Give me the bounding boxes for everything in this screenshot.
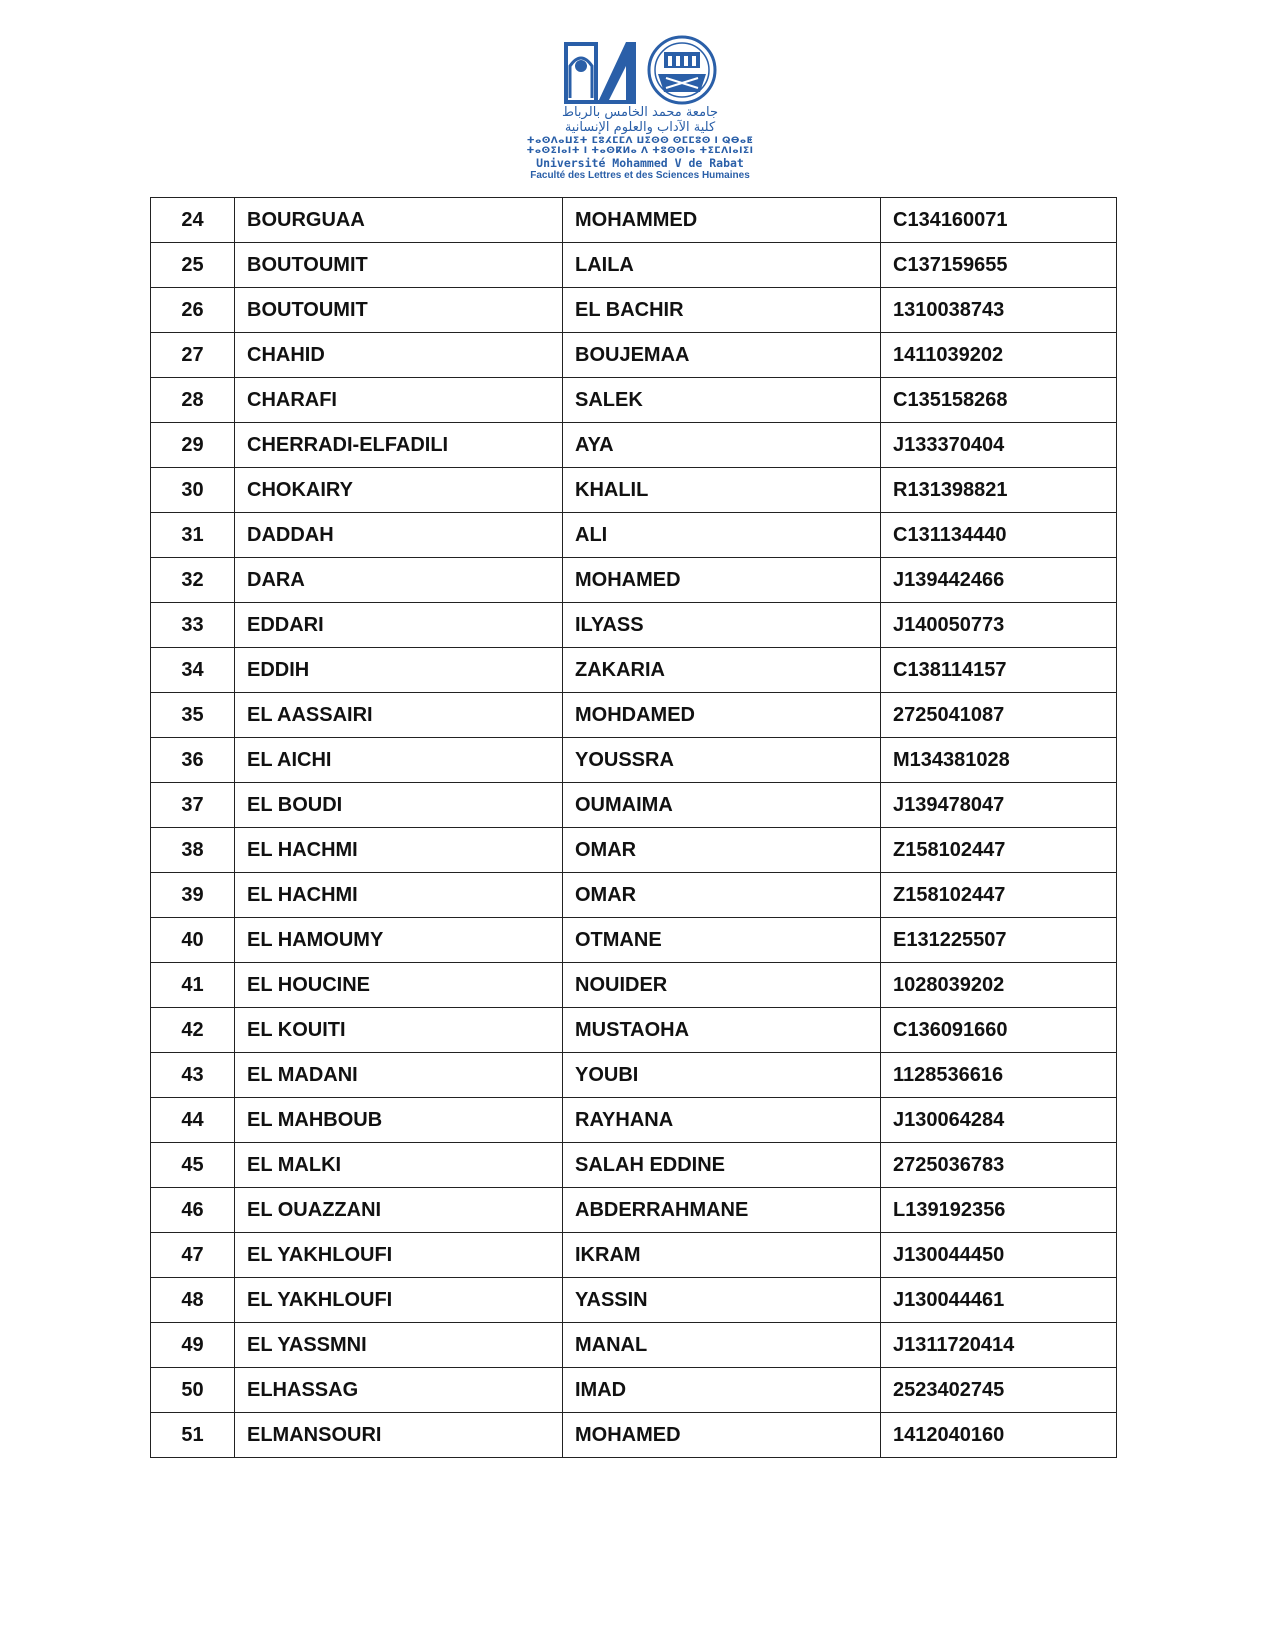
last-name-cell: EL KOUITI bbox=[235, 1008, 563, 1053]
row-number-cell: 37 bbox=[151, 783, 235, 828]
last-name-cell: EL YASSMNI bbox=[235, 1323, 563, 1368]
table-row bbox=[151, 1368, 1117, 1413]
id-number-cell: J139478047 bbox=[881, 783, 1117, 828]
last-name-cell: EL HAMOUMY bbox=[235, 918, 563, 963]
table-row bbox=[151, 603, 1117, 648]
last-name-cell: CHERRADI-ELFADILI bbox=[235, 423, 563, 468]
id-number-cell: J140050773 bbox=[881, 603, 1117, 648]
first-name-cell: YASSIN bbox=[563, 1278, 881, 1323]
first-name-cell: AYA bbox=[563, 423, 881, 468]
table-row bbox=[151, 963, 1117, 1008]
first-name-cell: OMAR bbox=[563, 828, 881, 873]
first-name-cell: MOHAMED bbox=[563, 558, 881, 603]
id-number-cell: 1310038743 bbox=[881, 288, 1117, 333]
table-row bbox=[151, 738, 1117, 783]
table-row bbox=[151, 918, 1117, 963]
logo-tifinagh-line2: ⵜⴰⵙⵉⵏⴰⵏⵜ ⵏ ⵜⴰⵙⴽⵍⴰ ⴷ ⵜⵓⵙⵙⵏⴰ ⵜⵉⵎⴷⵏⴰⵏⵉⵏ bbox=[526, 146, 754, 157]
student-table bbox=[150, 197, 1117, 1458]
row-number-cell: 26 bbox=[151, 288, 235, 333]
last-name-cell: EL OUAZZANI bbox=[235, 1188, 563, 1233]
row-number-cell: 40 bbox=[151, 918, 235, 963]
row-number-cell: 48 bbox=[151, 1278, 235, 1323]
id-number-cell: 1028039202 bbox=[881, 963, 1117, 1008]
last-name-cell: EDDIH bbox=[235, 648, 563, 693]
last-name-cell: CHOKAIRY bbox=[235, 468, 563, 513]
table-row bbox=[151, 1008, 1117, 1053]
table-row bbox=[151, 333, 1117, 378]
id-number-cell: 2523402745 bbox=[881, 1368, 1117, 1413]
row-number-cell: 28 bbox=[151, 378, 235, 423]
student-table-body bbox=[151, 198, 1117, 1458]
row-number-cell: 24 bbox=[151, 198, 235, 243]
id-number-cell: C136091660 bbox=[881, 1008, 1117, 1053]
table-row bbox=[151, 1233, 1117, 1278]
row-number-cell: 35 bbox=[151, 693, 235, 738]
table-row bbox=[151, 513, 1117, 558]
id-number-cell: C137159655 bbox=[881, 243, 1117, 288]
first-name-cell: ABDERRAHMANE bbox=[563, 1188, 881, 1233]
first-name-cell: LAILA bbox=[563, 243, 881, 288]
logo-emblems bbox=[520, 14, 760, 106]
row-number-cell: 25 bbox=[151, 243, 235, 288]
last-name-cell: ELMANSOURI bbox=[235, 1413, 563, 1458]
last-name-cell: EL HACHMI bbox=[235, 873, 563, 918]
logo-tifinagh-line1: ⵜⴰⵙⴷⴰⵡⵉⵜ ⵎⵓⵃⵎⵎⴷ ⵡⵉⵙⵙ ⵙⵎⵎⵓⵙ ⵏ ⵕⴱⴰⵟ bbox=[526, 135, 754, 146]
last-name-cell: DARA bbox=[235, 558, 563, 603]
row-number-cell: 43 bbox=[151, 1053, 235, 1098]
row-number-cell: 50 bbox=[151, 1368, 235, 1413]
table-row bbox=[151, 423, 1117, 468]
table-row bbox=[151, 468, 1117, 513]
table-row bbox=[151, 1188, 1117, 1233]
id-number-cell: J1311720414 bbox=[881, 1323, 1117, 1368]
first-name-cell: EL BACHIR bbox=[563, 288, 881, 333]
last-name-cell: EL AASSAIRI bbox=[235, 693, 563, 738]
id-number-cell: Z158102447 bbox=[881, 873, 1117, 918]
row-number-cell: 46 bbox=[151, 1188, 235, 1233]
university-logo bbox=[520, 14, 760, 184]
id-number-cell: J130044461 bbox=[881, 1278, 1117, 1323]
first-name-cell: YOUBI bbox=[563, 1053, 881, 1098]
last-name-cell: EL MALKI bbox=[235, 1143, 563, 1188]
first-name-cell: IKRAM bbox=[563, 1233, 881, 1278]
last-name-cell: BOUTOUMIT bbox=[235, 288, 563, 333]
row-number-cell: 39 bbox=[151, 873, 235, 918]
row-number-cell: 51 bbox=[151, 1413, 235, 1458]
row-number-cell: 34 bbox=[151, 648, 235, 693]
table-row bbox=[151, 1143, 1117, 1188]
row-number-cell: 42 bbox=[151, 1008, 235, 1053]
logo-arabic-line2: كلية الآداب والعلوم الإنسانية bbox=[564, 119, 716, 135]
row-number-cell: 31 bbox=[151, 513, 235, 558]
logo-monogram-icon bbox=[562, 36, 640, 106]
id-number-cell: M134381028 bbox=[881, 738, 1117, 783]
logo-seal-icon bbox=[646, 34, 718, 106]
id-number-cell: J133370404 bbox=[881, 423, 1117, 468]
first-name-cell: BOUJEMAA bbox=[563, 333, 881, 378]
first-name-cell: MOHAMED bbox=[563, 1413, 881, 1458]
first-name-cell: SALAH EDDINE bbox=[563, 1143, 881, 1188]
row-number-cell: 47 bbox=[151, 1233, 235, 1278]
row-number-cell: 41 bbox=[151, 963, 235, 1008]
first-name-cell: YOUSSRA bbox=[563, 738, 881, 783]
table-row bbox=[151, 873, 1117, 918]
id-number-cell: Z158102447 bbox=[881, 828, 1117, 873]
table-row bbox=[151, 288, 1117, 333]
id-number-cell: J130044450 bbox=[881, 1233, 1117, 1278]
last-name-cell: EL AICHI bbox=[235, 738, 563, 783]
id-number-cell: 1128536616 bbox=[881, 1053, 1117, 1098]
first-name-cell: ILYASS bbox=[563, 603, 881, 648]
id-number-cell: L139192356 bbox=[881, 1188, 1117, 1233]
table-row bbox=[151, 783, 1117, 828]
row-number-cell: 36 bbox=[151, 738, 235, 783]
id-number-cell: 2725036783 bbox=[881, 1143, 1117, 1188]
last-name-cell: CHAHID bbox=[235, 333, 563, 378]
row-number-cell: 29 bbox=[151, 423, 235, 468]
last-name-cell: EL MADANI bbox=[235, 1053, 563, 1098]
last-name-cell: BOUTOUMIT bbox=[235, 243, 563, 288]
id-number-cell: R131398821 bbox=[881, 468, 1117, 513]
last-name-cell: EL MAHBOUB bbox=[235, 1098, 563, 1143]
row-number-cell: 45 bbox=[151, 1143, 235, 1188]
logo-french-line1: Université Mohammed V de Rabat bbox=[536, 155, 744, 170]
last-name-cell: EL BOUDI bbox=[235, 783, 563, 828]
row-number-cell: 30 bbox=[151, 468, 235, 513]
first-name-cell: NOUIDER bbox=[563, 963, 881, 1008]
last-name-cell: EL YAKHLOUFI bbox=[235, 1233, 563, 1278]
table-row bbox=[151, 198, 1117, 243]
table-row bbox=[151, 648, 1117, 693]
id-number-cell: J130064284 bbox=[881, 1098, 1117, 1143]
table-row bbox=[151, 828, 1117, 873]
table-row bbox=[151, 558, 1117, 603]
row-number-cell: 32 bbox=[151, 558, 235, 603]
first-name-cell: OUMAIMA bbox=[563, 783, 881, 828]
table-row bbox=[151, 1098, 1117, 1143]
table-row bbox=[151, 1053, 1117, 1098]
first-name-cell: KHALIL bbox=[563, 468, 881, 513]
table-row bbox=[151, 243, 1117, 288]
id-number-cell: 1411039202 bbox=[881, 333, 1117, 378]
table-row bbox=[151, 1413, 1117, 1458]
first-name-cell: ZAKARIA bbox=[563, 648, 881, 693]
first-name-cell: SALEK bbox=[563, 378, 881, 423]
id-number-cell: C134160071 bbox=[881, 198, 1117, 243]
id-number-cell: C138114157 bbox=[881, 648, 1117, 693]
logo-french-line2: Faculté des Lettres et des Sciences Humaines bbox=[530, 169, 750, 181]
first-name-cell: MANAL bbox=[563, 1323, 881, 1368]
last-name-cell: DADDAH bbox=[235, 513, 563, 558]
first-name-cell: MOHAMMED bbox=[563, 198, 881, 243]
first-name-cell: MUSTAOHA bbox=[563, 1008, 881, 1053]
row-number-cell: 44 bbox=[151, 1098, 235, 1143]
id-number-cell: E131225507 bbox=[881, 918, 1117, 963]
table-row bbox=[151, 378, 1117, 423]
last-name-cell: EL HOUCINE bbox=[235, 963, 563, 1008]
row-number-cell: 33 bbox=[151, 603, 235, 648]
id-number-cell: 2725041087 bbox=[881, 693, 1117, 738]
logo-arabic-line1: جامعة محمد الخامس بالرباط bbox=[561, 105, 719, 120]
id-number-cell: C131134440 bbox=[881, 513, 1117, 558]
id-number-cell: J139442466 bbox=[881, 558, 1117, 603]
first-name-cell: RAYHANA bbox=[563, 1098, 881, 1143]
last-name-cell: CHARAFI bbox=[235, 378, 563, 423]
first-name-cell: OTMANE bbox=[563, 918, 881, 963]
table-row bbox=[151, 693, 1117, 738]
first-name-cell: MOHDAMED bbox=[563, 693, 881, 738]
first-name-cell: ALI bbox=[563, 513, 881, 558]
id-number-cell: 1412040160 bbox=[881, 1413, 1117, 1458]
last-name-cell: ELHASSAG bbox=[235, 1368, 563, 1413]
id-number-cell: C135158268 bbox=[881, 378, 1117, 423]
row-number-cell: 49 bbox=[151, 1323, 235, 1368]
table-row bbox=[151, 1323, 1117, 1368]
first-name-cell: IMAD bbox=[563, 1368, 881, 1413]
row-number-cell: 38 bbox=[151, 828, 235, 873]
last-name-cell: EL YAKHLOUFI bbox=[235, 1278, 563, 1323]
row-number-cell: 27 bbox=[151, 333, 235, 378]
last-name-cell: EDDARI bbox=[235, 603, 563, 648]
first-name-cell: OMAR bbox=[563, 873, 881, 918]
last-name-cell: EL HACHMI bbox=[235, 828, 563, 873]
table-row bbox=[151, 1278, 1117, 1323]
last-name-cell: BOURGUAA bbox=[235, 198, 563, 243]
